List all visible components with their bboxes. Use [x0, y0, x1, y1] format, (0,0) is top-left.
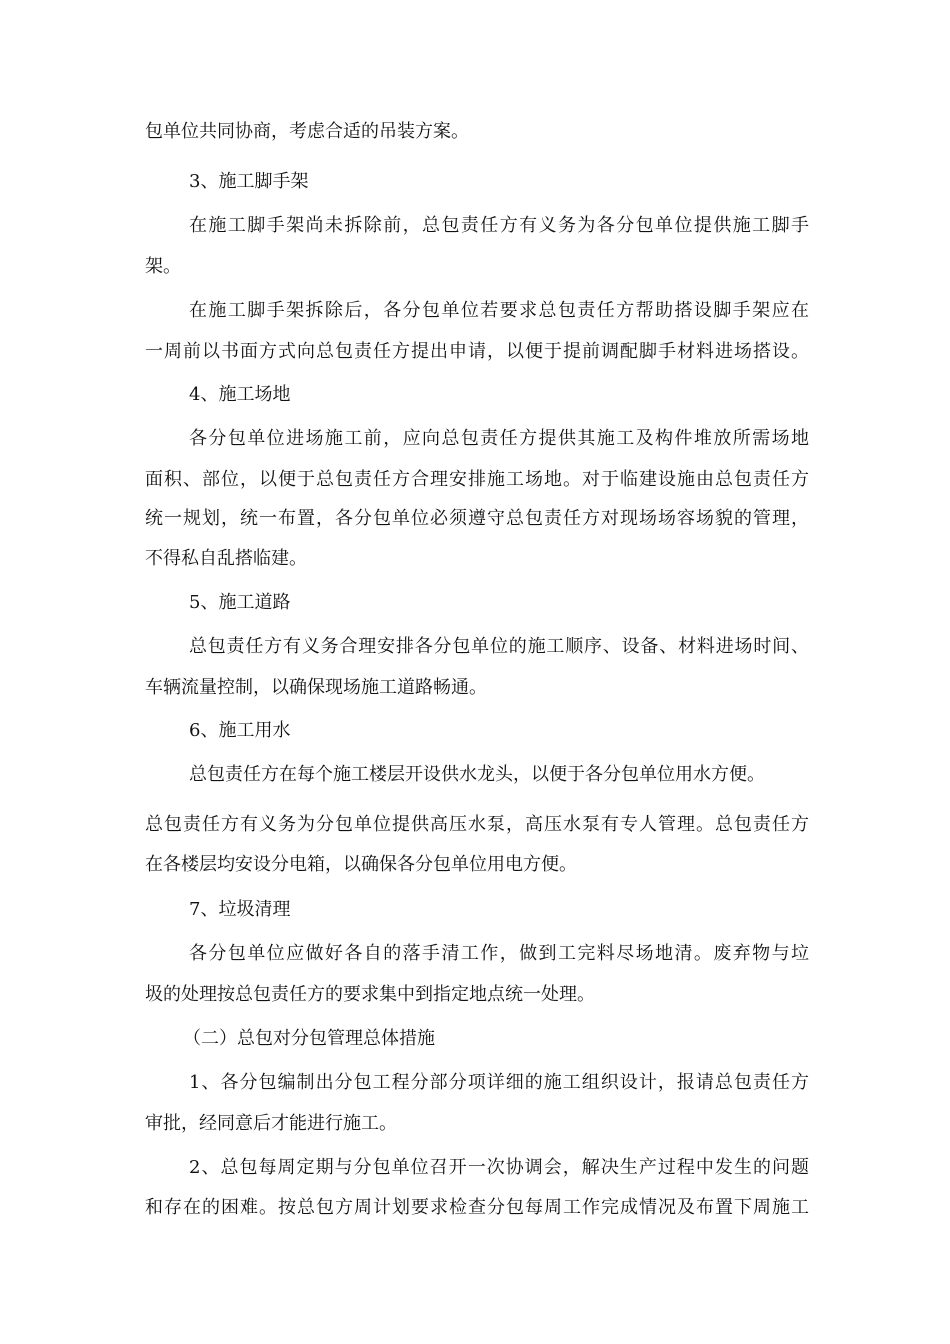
text-line: 包单位共同协商，考虑合适的吊装方案。	[145, 121, 469, 142]
text-line: 各分包单位应做好各自的落手清工作，做到工完料尽场地清。废弃物与垃	[189, 943, 809, 964]
section-heading-scaffold: 3、施工脚手架	[189, 171, 309, 192]
text-line: 总包责任方有义务为分包单位提供高压水泵，高压水泵有专人管理。总包责任方	[145, 814, 809, 835]
text-line: 架。	[145, 256, 181, 277]
section-heading-road: 5、施工道路	[189, 592, 291, 613]
text-line: 审批，经同意后才能进行施工。	[145, 1113, 397, 1134]
text-line: 车辆流量控制，以确保现场施工道路畅通。	[145, 677, 487, 698]
text-line: 在各楼层均安设分电箱，以确保各分包单位用电方便。	[145, 854, 577, 875]
text-line: 各分包单位进场施工前，应向总包责任方提供其施工及构件堆放所需场地	[189, 428, 809, 449]
text-line: 一周前以书面方式向总包责任方提出申请，以便于提前调配脚手材料进场搭设。	[145, 341, 809, 362]
text-line: 统一规划，统一布置，各分包单位必须遵守总包责任方对现场场容场貌的管理，	[145, 508, 809, 529]
text-line: 2、总包每周定期与分包单位召开一次协调会，解决生产过程中发生的问题	[189, 1157, 809, 1178]
section-heading-water: 6、施工用水	[189, 720, 291, 741]
section-heading-site: 4、施工场地	[189, 384, 291, 405]
text-line: 在施工脚手架拆除后，各分包单位若要求总包责任方帮助搭设脚手架应在	[189, 300, 809, 321]
text-line: 总包责任方有义务合理安排各分包单位的施工顺序、设备、材料进场时间、	[189, 636, 809, 657]
text-line: 在施工脚手架尚未拆除前，总包责任方有义务为各分包单位提供施工脚手	[189, 215, 809, 236]
text-line: 圾的处理按总包责任方的要求集中到指定地点统一处理。	[145, 984, 595, 1005]
text-line: 总包责任方在每个施工楼层开设供水龙头，以便于各分包单位用水方便。	[189, 764, 765, 785]
text-line: 面积、部位，以便于总包责任方合理安排施工场地。对于临建设施由总包责任方	[145, 469, 809, 490]
text-line: 1、各分包编制出分包工程分部分项详细的施工组织设计，报请总包责任方	[189, 1072, 809, 1093]
text-line: 不得私自乱搭临建。	[145, 548, 307, 569]
section-heading-measures: （二）总包对分包管理总体措施	[183, 1028, 435, 1049]
section-heading-waste: 7、垃圾清理	[189, 899, 291, 920]
text-line: 和存在的困难。按总包方周计划要求检查分包每周工作完成情况及布置下周施工	[145, 1197, 809, 1218]
